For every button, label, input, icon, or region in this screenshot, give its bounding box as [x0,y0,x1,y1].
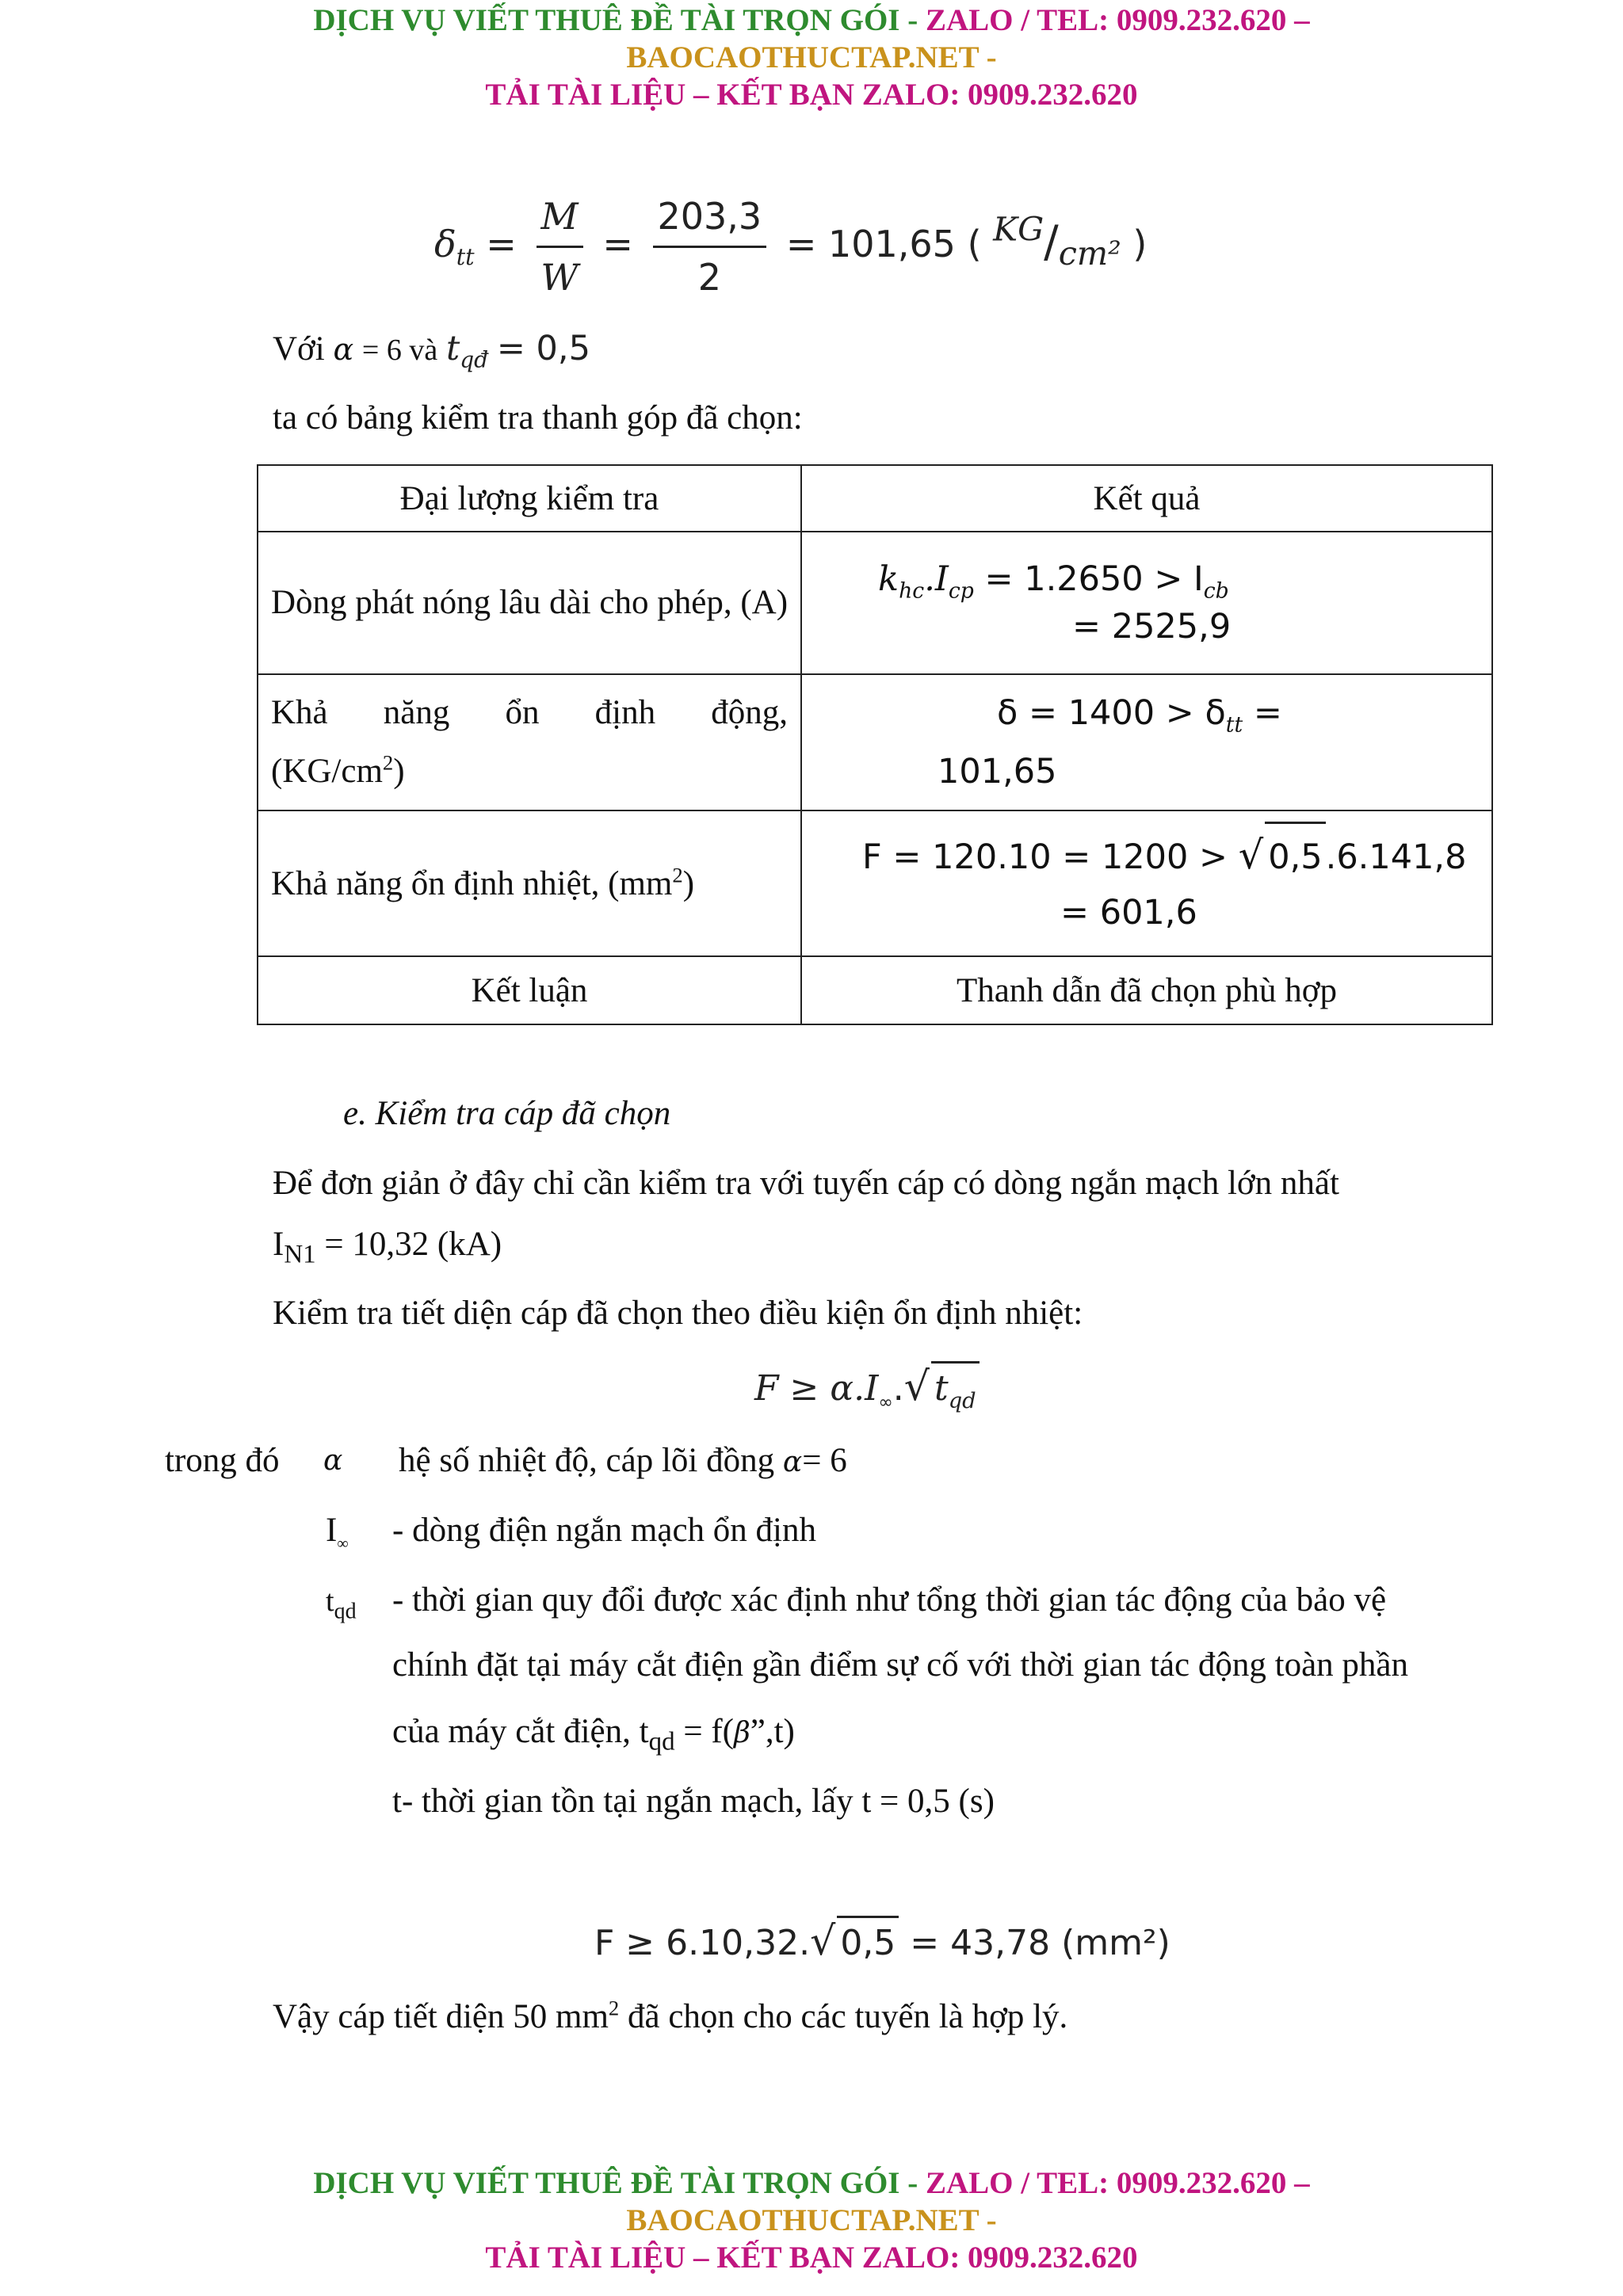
i-inf-symbol: $I_\infty$ [326,1512,349,1553]
paragraph-simple: Để đơn giản ở đây chỉ cần kiểm tra với tuyến cáp có dòng ngắn mạch lớn nhất [273,1165,1339,1202]
alpha-symbol: α [323,1444,343,1477]
header-line-3 [0,76,1623,113]
table-cell-label: Khả năng ổn định động, $(KG/cm^2)$ [258,674,801,810]
table-row [258,810,1492,956]
table-header-result: Kết quả [801,465,1492,532]
table-cell-result: F = 120.10 = 1200 > √ 0,5.6.141,8 = 601,6 [801,810,1492,956]
header-zalo-text: ZALO / TEL: 0909.232.620 – [925,3,1310,37]
footer-line-3 [0,2239,1623,2276]
footer-site-text: BAOCAOTHUCTAP.NET - [626,2203,997,2237]
table-cell-label: Dòng phát nóng lâu dài cho phép, (A) [258,532,801,674]
tqd-description-2: chính đặt tại máy cắt điện gần điểm sự cố với thời gian tác động toàn phần [392,1646,1409,1684]
tqd-symbol: $t_{qd}$ [326,1585,357,1624]
table-row [258,532,1492,674]
header-line-2 [0,39,1623,76]
i-inf-description: - dòng điện ngắn mạch ổn định [392,1512,817,1549]
header-site-text: BAOCAOTHUCTAP.NET - [626,40,997,74]
header-download-text: TẢI TÀI LIỆU – KẾT BẠN ZALO: 0909.232.620 [485,78,1138,112]
t-description: t- thời gian tồn tại ngắn mạch, lấy t = 0,5 (s) [392,1783,995,1820]
table-cell-label: Khả năng ổn định nhiệt, $(mm^2)$ [258,810,801,956]
header-line-1 [0,2,1623,39]
table-row [258,674,1492,810]
table-cell-result: $\delta = 1400 > \delta_{tt}$ = 101,65 [801,674,1492,810]
footer-zalo-text: ZALO / TEL: 0909.232.620 – [925,2166,1310,2200]
paragraph-table-intro: ta có bảng kiểm tra thanh góp đã chọn: [273,399,803,437]
formula-thermal-condition: $F \ge \alpha.I_\infty.√$ $t_{qd}$ [754,1361,980,1414]
table-header-quantity: Đại lượng kiểm tra [258,465,801,532]
footer-line-2 [0,2202,1623,2239]
paragraph-check: Kiểm tra tiết diện cáp đã chọn theo điều kiện ổn định nhiệt: [273,1295,1083,1332]
table-cell-result: Thanh dẫn đã chọn phù hợp [801,956,1492,1024]
header-service-text: DỊCH VỤ VIẾT THUÊ ĐỀ TÀI TRỌN GÓI - [313,3,918,37]
footer-service-text: DỊCH VỤ VIẾT THUÊ ĐỀ TÀI TRỌN GÓI - [313,2166,918,2200]
where-label: trong đó [165,1442,280,1479]
alpha-description: hệ số nhiệt độ, cáp lõi đồng α= 6 [399,1442,847,1479]
table-row [258,956,1492,1024]
table-cell-label: Kết luận [258,956,801,1024]
paragraph-in1: $I_{N1} = 10,32$ (kA) [273,1226,502,1269]
paragraph-with-alpha: Với α = 6 và $t_{qđ} = 0,5$ [273,329,590,373]
busbar-check-table [257,464,1493,1025]
paragraph-conclusion: Vậy cáp tiết diện 50 $mm^2$ đã chọn cho các tuyến là hợp lý. [273,1996,1068,2035]
footer-download-text: TẢI TÀI LIỆU – KẾT BẠN ZALO: 0909.232.620 [485,2241,1138,2275]
section-e-title: e. Kiểm tra cáp đã chọn [343,1095,671,1132]
table-header-row [258,465,1492,532]
formula-cable-result: F ≥ 6.10,32.√ 0,5 = 43,78 (mm²) [594,1916,1170,1969]
tqd-description-1: - thời gian quy đổi được xác định như tổng thời gian tác động của bảo vệ [392,1581,1387,1619]
footer-line-1 [0,2164,1623,2202]
formula-stress: $\delta_{tt}$ = $\frac{M}{W}$ = $\frac{203,3}{2}$ = 101,65 ( $^{KG}/_{cm^2}$ ) [434,189,1147,305]
tqd-description-3: của máy cắt điện, $t_{qd}$ = f(β”,t) [392,1713,795,1756]
table-cell-result: $k_{hc}.I_{cp} = 1.2650 > I_{cb}$ = 2525,9 [801,532,1492,674]
